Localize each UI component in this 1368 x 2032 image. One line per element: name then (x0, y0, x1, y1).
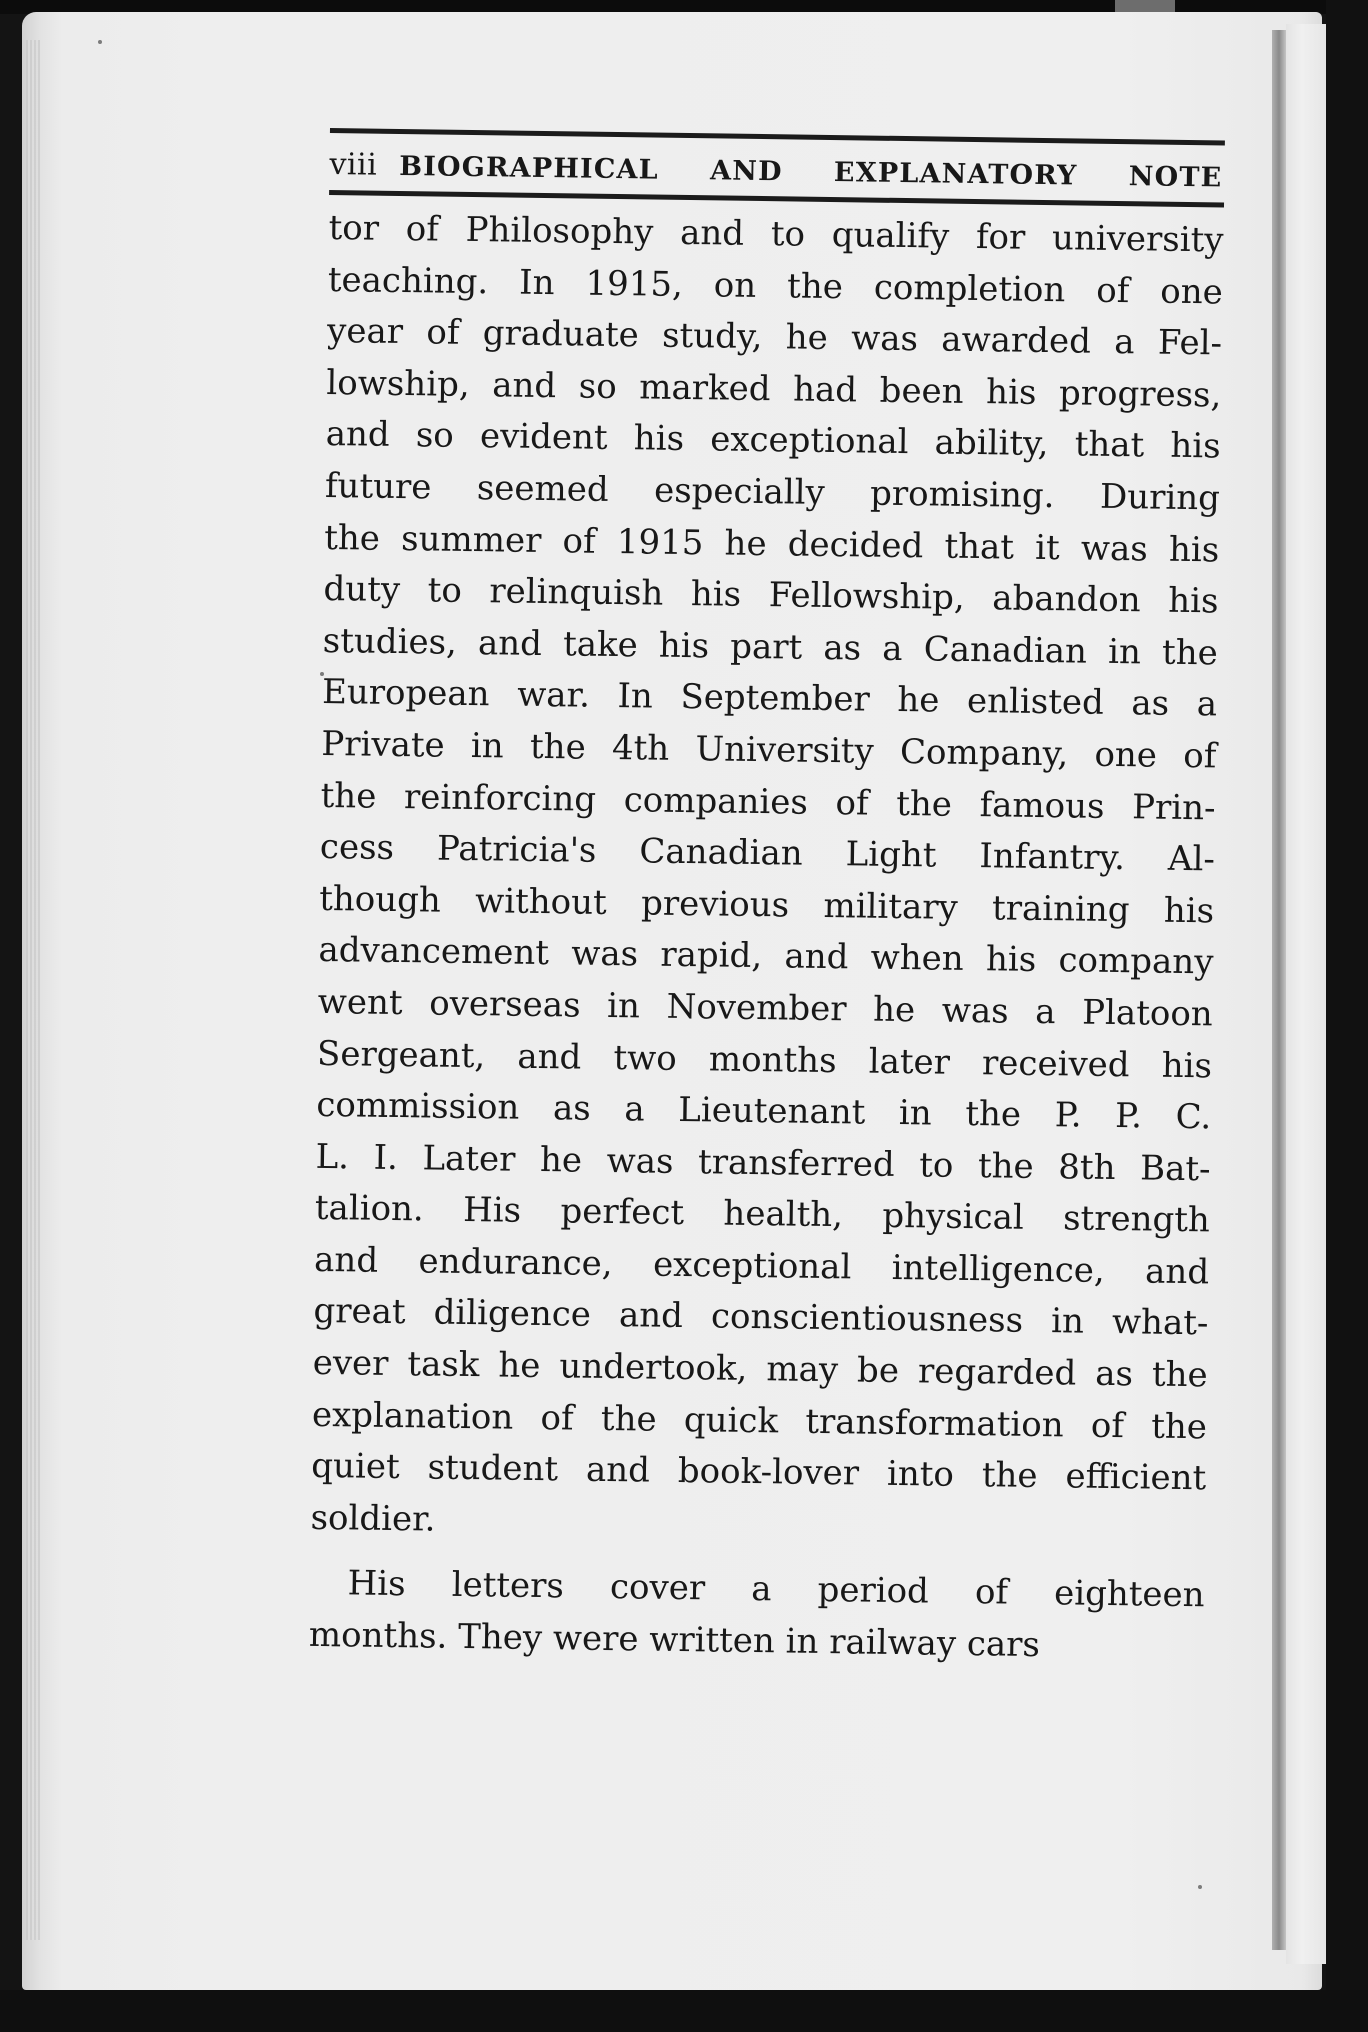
scan-bottom-edge (0, 1990, 1368, 2032)
dust-speck (98, 40, 102, 44)
book-gutter (1272, 30, 1286, 1950)
text-line: duty to relinquish his Fellowship, abandon his (323, 569, 1219, 622)
page-text-block (309, 128, 1225, 1674)
text-line: advancement was rapid, and when his company (318, 930, 1214, 983)
text-line: quiet student and book-lover into the efficient (311, 1446, 1207, 1499)
text-line: months. They were written in railway cars (308, 1614, 1041, 1666)
text-line: explanation of the quick transformation of the (311, 1394, 1208, 1448)
text-line: and endurance, exceptional intelligence, and (313, 1239, 1210, 1293)
text-line: teaching. In 1915, on the completion of one (327, 259, 1224, 313)
text-line: European war. In September he enlisted as a (321, 672, 1218, 725)
dust-speck (1198, 1885, 1202, 1889)
text-line: went overseas in November he was a Platoon (317, 981, 1213, 1035)
text-line: tor of Philosophy and to qualify for university (328, 207, 1224, 261)
text-line: the summer of 1915 he decided that it was his (324, 517, 1220, 571)
text-line: lowship, and so marked had been his progress, (326, 362, 1222, 416)
text-line: talion. His perfect health, physical strength (314, 1188, 1211, 1241)
text-line: commission as a Lieutenant in the P. P. C. (316, 1085, 1212, 1138)
paragraph (310, 203, 1224, 1557)
text-line: future seemed especially promising. During (324, 465, 1221, 519)
paragraph (309, 1558, 1205, 1674)
text-line: Sergeant, and two months later received his (316, 1033, 1213, 1086)
scan-right-edge (1326, 0, 1368, 2032)
text-line: L. I. Later he was transferred to the 8th Bat- (315, 1136, 1211, 1190)
text-line: His letters cover a period of eighteen (347, 1563, 1205, 1616)
facing-page-edge (1286, 24, 1326, 1964)
text-line: and so evident his exceptional ability, that his (325, 414, 1221, 467)
body-text (309, 203, 1224, 1674)
text-line: year of graduate study, he was awarded a Fel- (326, 311, 1223, 364)
text-line: Private in the 4th University Company, one of (321, 723, 1217, 777)
scan-glare (1115, 0, 1175, 12)
text-line: though without previous military training his (318, 878, 1215, 932)
text-line: great diligence and conscientiousness in what- (313, 1291, 1209, 1344)
page-stack-edges (26, 40, 40, 1940)
text-line: soldier. (310, 1497, 436, 1540)
text-line: cess Patricia's Canadian Light Infantry. Al- (319, 827, 1216, 880)
text-line: ever task he undertook, may be regarded as the (312, 1342, 1208, 1396)
running-head-title: BIOGRAPHICAL AND EXPLANATORY NOTE (398, 150, 1223, 194)
text-line: studies, and take his part as a Canadian in the (322, 620, 1219, 674)
text-line: the reinforcing companies of the famous Prin- (320, 775, 1216, 828)
page-number: viii (329, 146, 378, 183)
